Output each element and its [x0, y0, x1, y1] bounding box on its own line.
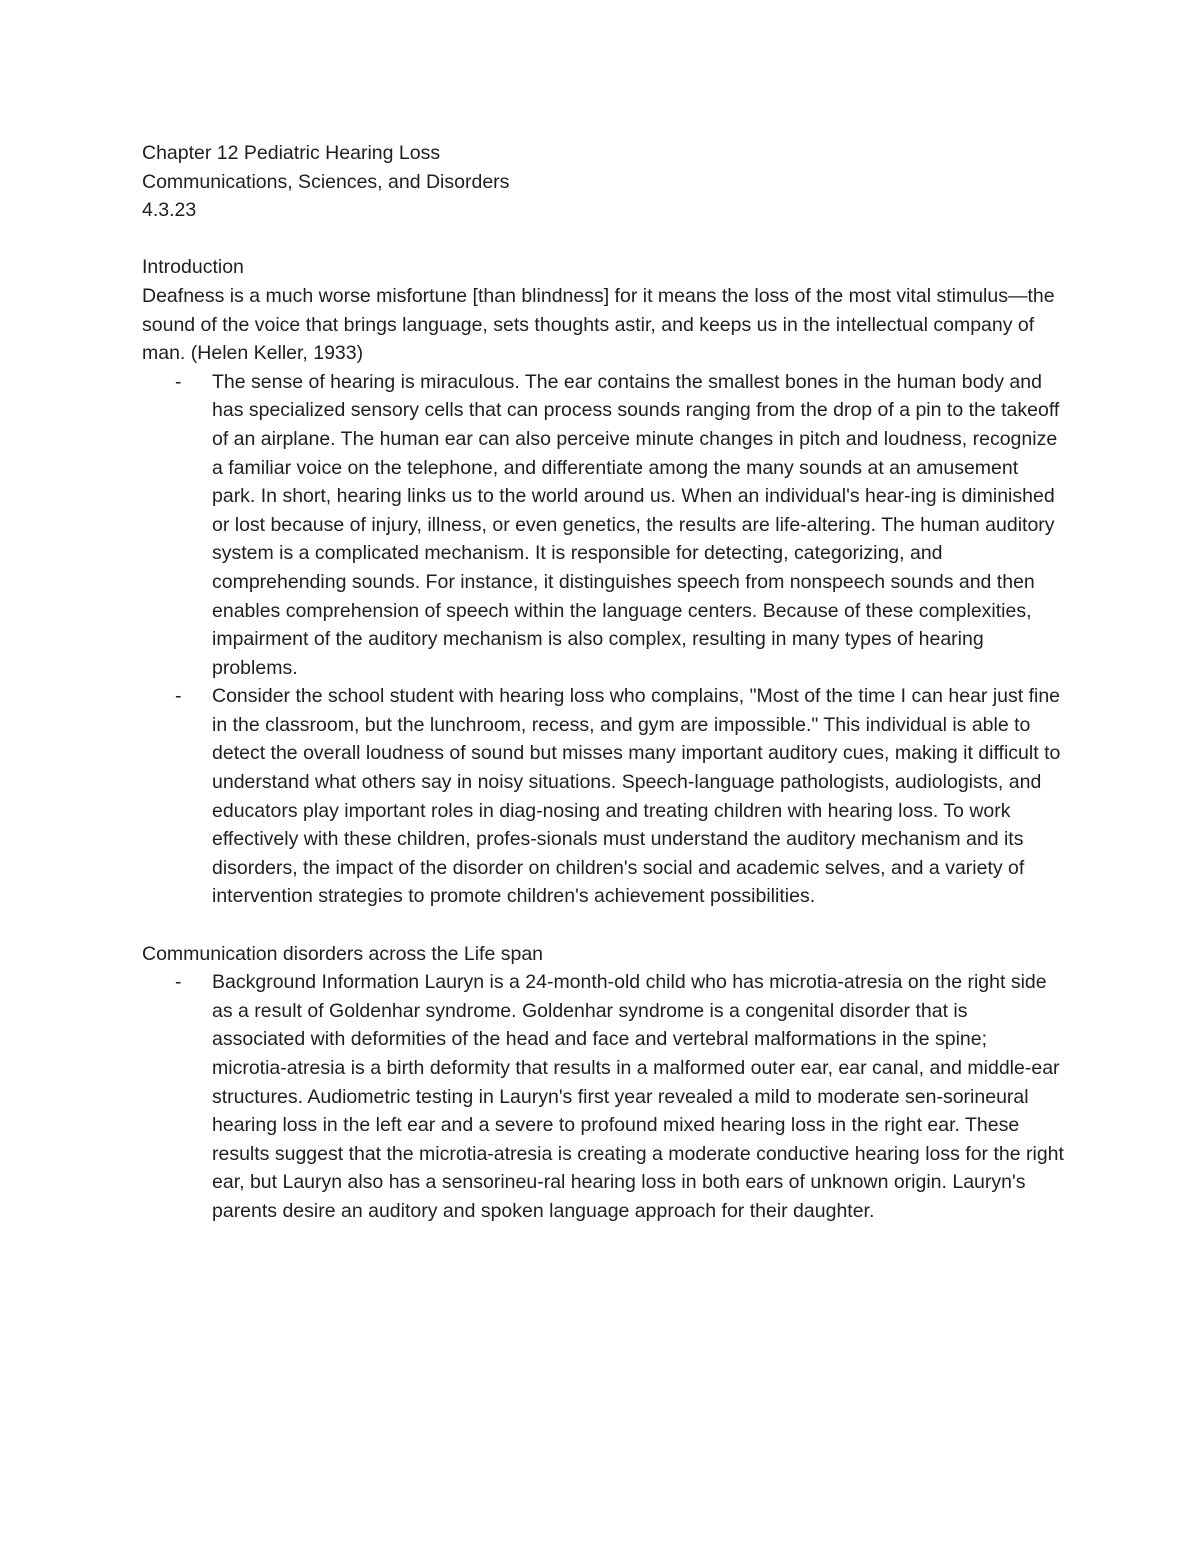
introduction-heading: Introduction [142, 256, 244, 279]
list-item-text: Consider the school student with hearing loss who complains, "Most of the time I can hear just fine in the classroom, but the lunchroom, recess, and gym are impossible." This individual is able to detect the overall loudness of sound but misses many important auditory cues, making it difficult to understand what others say in noisy situations. Speech-language pathologists, audiologists, and educators play important roles in diag-nosing and treating children with hearing loss. To work effectively with these children, profes-sionals must understand the auditory mechanism and its disorders, the impact of the disorder on children's social and academic selves, and a variety of intervention strategies to promote children's achievement possibilities. [212, 685, 1061, 908]
document-page [142, 139, 1064, 1226]
blank-line [142, 911, 1064, 940]
dash-bullet: - [175, 685, 182, 708]
dash-bullet: - [175, 370, 182, 393]
blank-line [142, 225, 1064, 254]
list-item-text: The sense of hearing is miraculous. The ear contains the smallest bones in the human body and has specialized sensory cells that can process sounds ranging from the drop of a pin to the takeoff of an airplane. The human ear can also perceive minute changes in pitch and loudness, recognize a familiar voice on the telephone, and differentiate among the many sounds at an amusement park. In short, hearing links us to the world around us. When an individual's hear-ing is diminished or lost because of injury, illness, or even genetics, the results are life-altering. The human auditory system is a complicated mechanism. It is responsible for detecting, categorizing, and comprehending sounds. For instance, it distinguishes speech from nonspeech sounds and then enables comprehension of speech within the language centers. Because of these complexities, impairment of the auditory mechanism is also complex, resulting in many types of hearing problems. [212, 370, 1060, 679]
document-title: Chapter 12 Pediatric Hearing Loss [142, 142, 441, 164]
document-date: 4.3.23 [142, 199, 197, 222]
list-item [142, 968, 1064, 1225]
dash-bullet: - [175, 971, 182, 994]
lifespan-list [142, 968, 1064, 1225]
list-item-text: Background Information Lauryn is a 24-month-old child who has microtia-atresia on the right side as a result of Goldenhar syndrome. Goldenhar syndrome is a congenital disorder that is associated with deformities of the head and face and vertebral malformations in the spine; microtia-atresia is a birth deformity that results in a malformed outer ear, ear canal, and middle-ear structures. Audiometric testing in Lauryn's first year revealed a mild to moderate sen-sorineural hearing loss in the left ear and a severe to profound mixed hearing loss in the right ear. These results suggest that the microtia-atresia is creating a moderate conductive hearing loss for the right ear, but Lauryn also has a sensorineu-ral hearing loss in both ears of unknown origin. Lauryn's parents desire an auditory and spoken language approach for their daughter. [212, 971, 1064, 1222]
course-name: Communications, Sciences, and Disorders [142, 170, 510, 193]
list-item [142, 368, 1064, 683]
lifespan-heading: Communication disorders across the Life span [142, 942, 544, 965]
helen-keller-quote: Deafness is a much worse misfortune [than blindness] for it means the loss of the most vital stimulus—the sound of the voice that brings language, sets thoughts astir, and keeps us in the intellectual company of man. (Helen Keller, 1933) [142, 284, 1055, 365]
list-item [142, 682, 1064, 911]
introduction-list [142, 368, 1064, 911]
